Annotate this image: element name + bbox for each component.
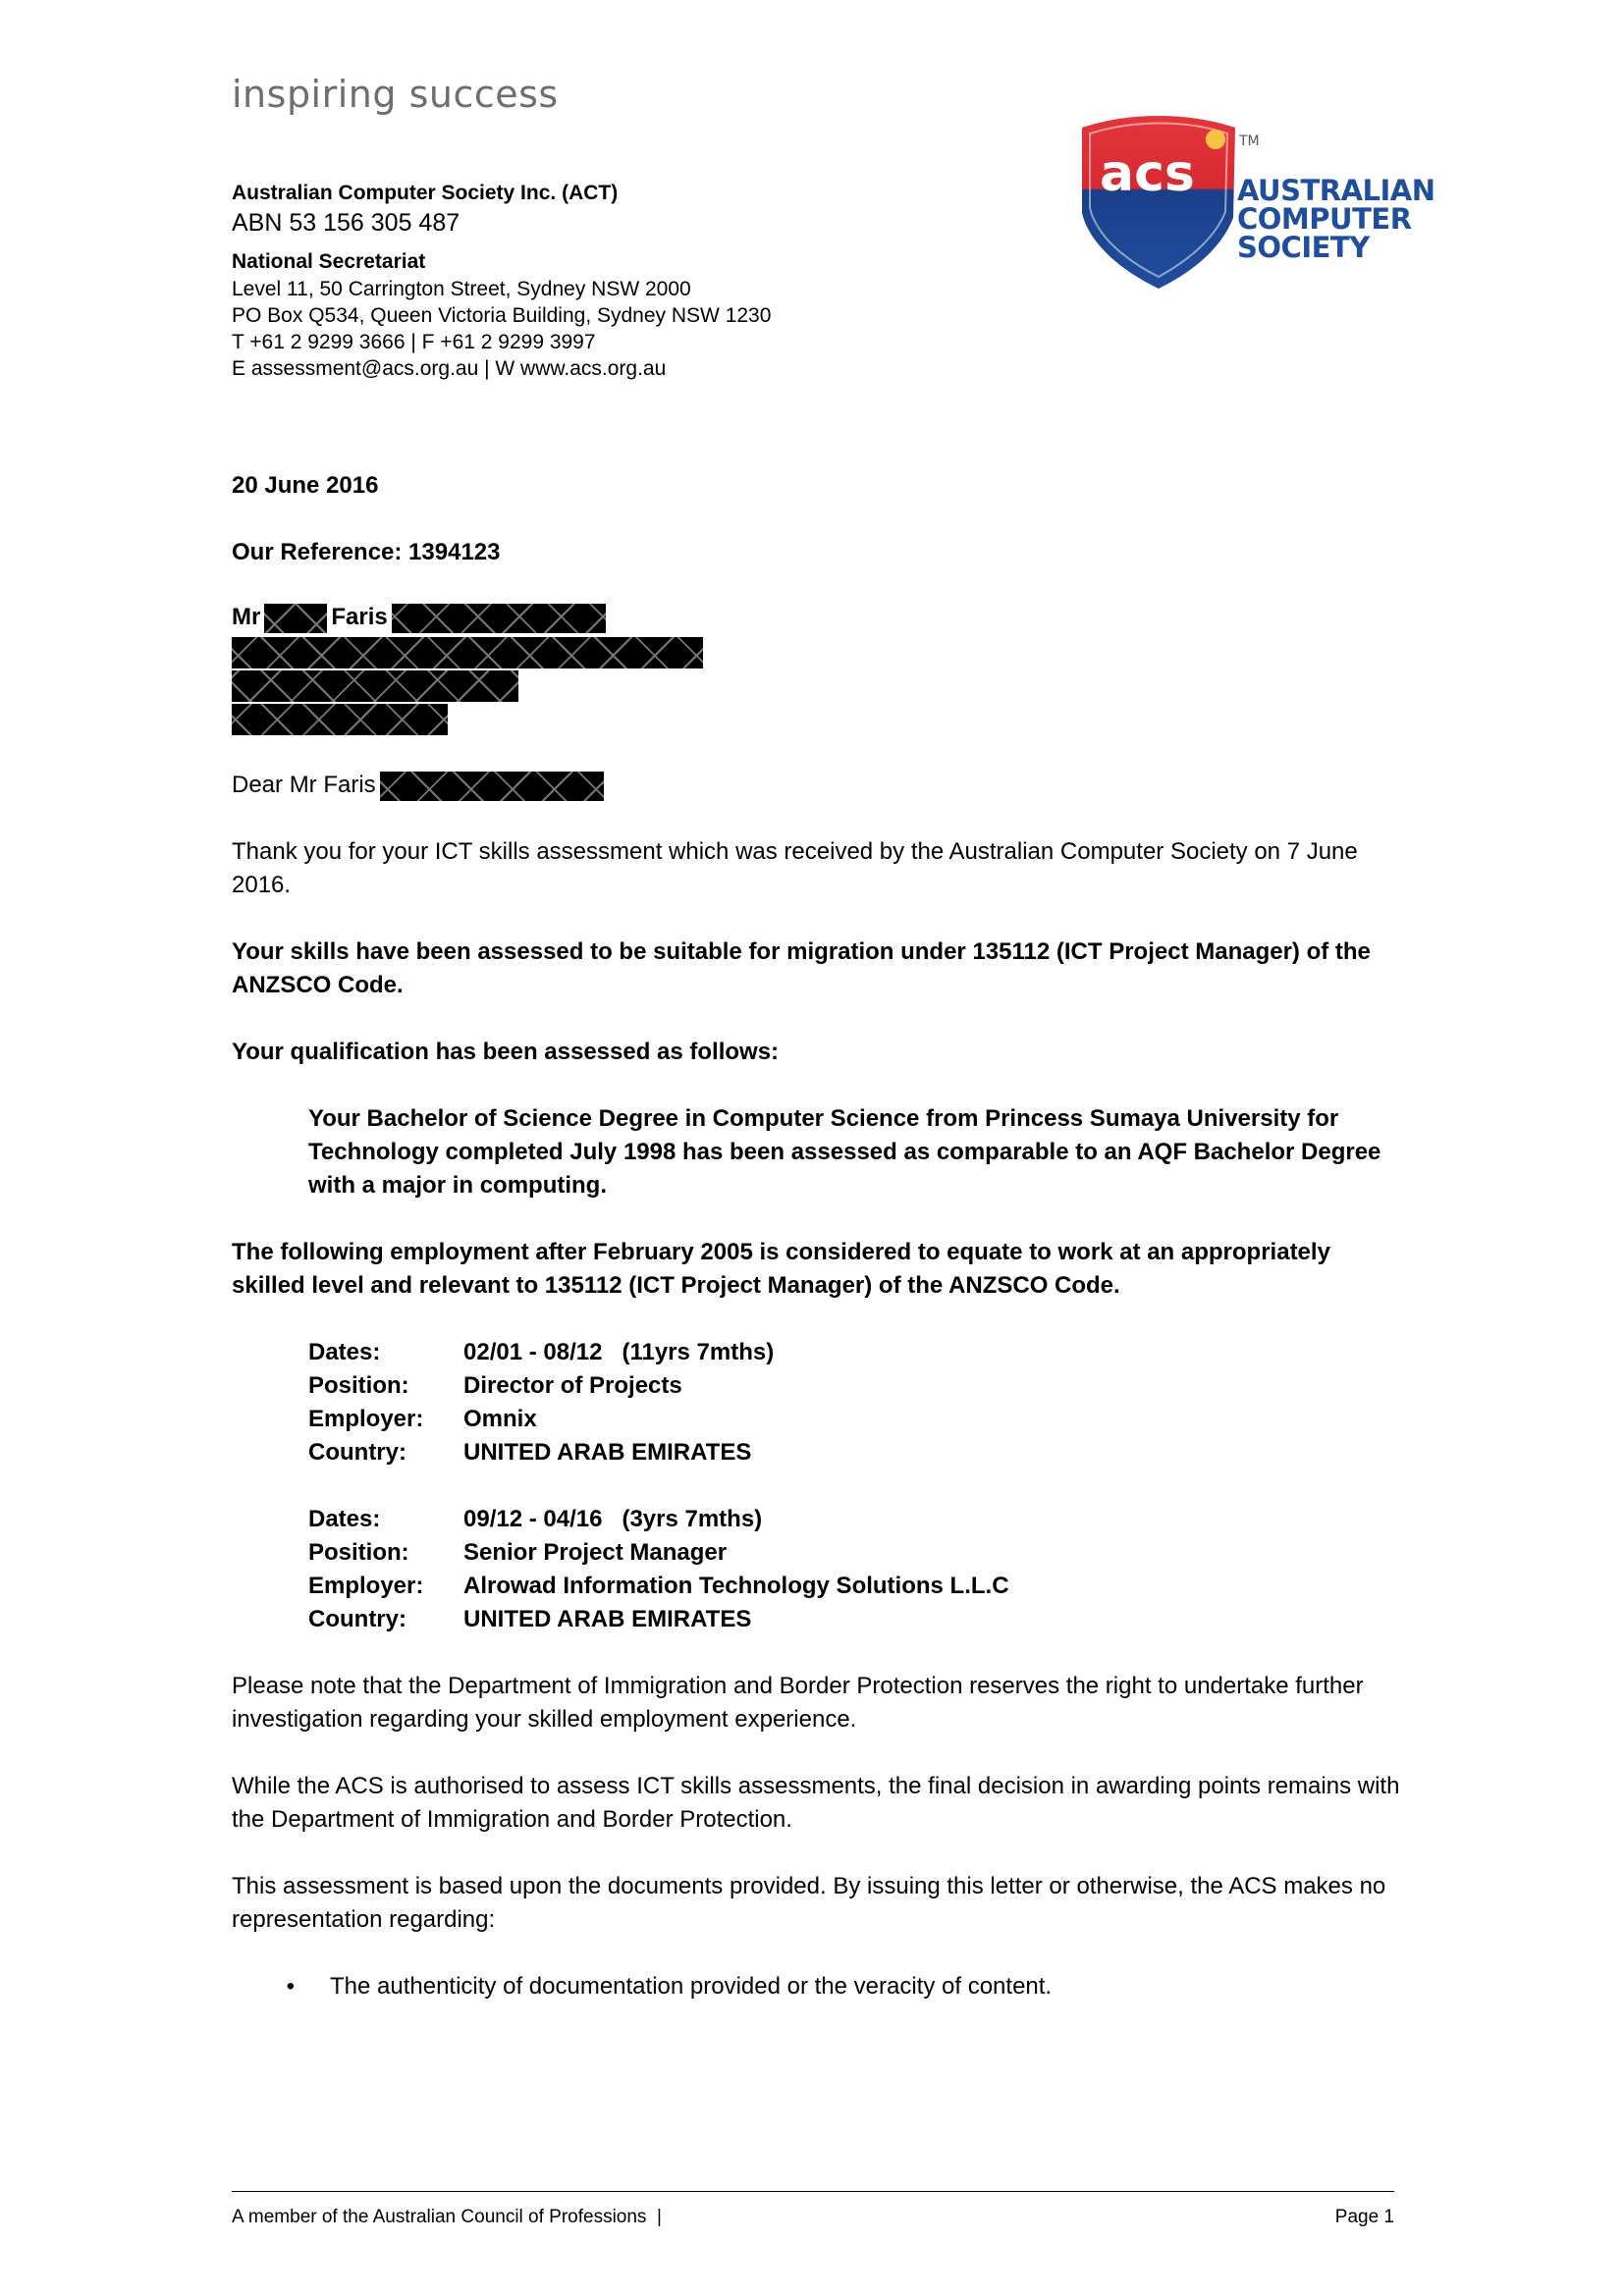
address-line-2: PO Box Q534, Queen Victoria Building, Sydney NSW 1230 — [232, 304, 772, 327]
outcome-paragraph: Your skills have been assessed to be suitable for migration under 135112 (ICT Project Manager) of the ANZSCO Code. — [232, 938, 1371, 998]
addressee-title: Mr — [232, 604, 261, 630]
position-label: Position: — [308, 1372, 409, 1399]
trademark-label: TM — [1239, 133, 1260, 149]
phone-line: T +61 2 9299 3666 | F +61 2 9299 3997 — [232, 331, 596, 353]
redaction-box — [232, 704, 448, 735]
documents-note: This assessment is based upon the documents provided. By issuing this letter or otherwise, the ACS makes no representation regarding: — [232, 1873, 1386, 1933]
letter-date: 20 June 2016 — [232, 472, 379, 499]
office-name: National Secretariat — [232, 250, 426, 273]
intro-paragraph: Thank you for your ICT skills assessment which was received by the Australian Computer Society on 7 June 2016. — [232, 838, 1358, 898]
tagline: inspiring success — [232, 73, 559, 116]
employment-position: Director of Projects — [463, 1372, 682, 1399]
employment-record — [308, 1503, 1009, 1636]
dibp-note: Please note that the Department of Immigration and Border Protection reserves the right to undertake further investigation regarding your skilled employment experience. — [232, 1673, 1364, 1733]
redaction-box — [232, 670, 518, 702]
logo-word-1: AUSTRALIAN — [1237, 174, 1435, 207]
position-label: Position: — [308, 1539, 409, 1566]
points-note: While the ACS is authorised to assess ICT skills assessments, the final decision in awarding points remains with the Department of Immigration and Border Protection. — [232, 1773, 1400, 1833]
email-line: E assessment@acs.org.au | W www.acs.org.au — [232, 357, 667, 380]
addressee-line — [232, 601, 1400, 634]
abn: ABN 53 156 305 487 — [232, 209, 460, 237]
redaction-box — [392, 604, 606, 633]
employment-dates: 02/01 - 08/12 (11yrs 7mths) — [463, 1339, 775, 1365]
logo-word-3: SOCIETY — [1237, 231, 1370, 264]
redaction-box — [232, 637, 703, 668]
employment-employer: Alrowad Information Technology Solutions L.L.C — [463, 1573, 1009, 1599]
employment-employer: Omnix — [463, 1406, 537, 1432]
employment-position: Senior Project Manager — [463, 1539, 728, 1566]
employment-dates: 09/12 - 04/16 (3yrs 7mths) — [463, 1506, 763, 1532]
bullet-icon: • — [286, 1973, 295, 2000]
employment-record — [308, 1336, 774, 1469]
bullet-text: The authenticity of documentation provided or the veracity of content. — [330, 1973, 1053, 2000]
employer-label: Employer: — [308, 1573, 424, 1599]
reference-number: Our Reference: 1394123 — [232, 539, 501, 565]
logo-mark-text: acs — [1100, 144, 1195, 203]
page-number: Page 1 — [1334, 2207, 1394, 2227]
footer-divider — [232, 2191, 1394, 2192]
salutation — [232, 769, 1400, 802]
employment-country: UNITED ARAB EMIRATES — [463, 1606, 752, 1632]
employer-label: Employer: — [308, 1406, 424, 1432]
redaction-box — [380, 772, 604, 801]
address-line-1: Level 11, 50 Carrington Street, Sydney NSW 2000 — [232, 278, 691, 300]
logo-word-2: COMPUTER — [1237, 202, 1412, 236]
list-item — [232, 1970, 1400, 2003]
footer-text: A member of the Australian Council of Professions | — [232, 2207, 662, 2227]
employment-country: UNITED ARAB EMIRATES — [463, 1439, 752, 1466]
addressee-name: Faris — [331, 604, 388, 630]
qualification-paragraph: Your Bachelor of Science Degree in Computer Science from Princess Sumaya University for Technology completed July 1998 has been assessed as comparable to an AQF Bachelor Degree with a major in computing. — [308, 1105, 1381, 1199]
qualification-heading: Your qualification has been assessed as follows: — [232, 1039, 780, 1065]
country-label: Country: — [308, 1606, 406, 1632]
country-label: Country: — [308, 1439, 406, 1466]
dates-label: Dates: — [308, 1506, 381, 1532]
org-name: Australian Computer Society Inc. (ACT) — [232, 182, 619, 204]
employment-heading: The following employment after February 2005 is considered to equate to work at an appropriately skilled level and relevant to 135112 (ICT Project Manager) of the ANZSCO Code. — [232, 1239, 1330, 1299]
dates-label: Dates: — [308, 1339, 381, 1365]
redaction-box — [264, 604, 327, 633]
salutation-text: Dear Mr Faris — [232, 772, 376, 798]
logo-wordmark — [1237, 174, 1435, 264]
